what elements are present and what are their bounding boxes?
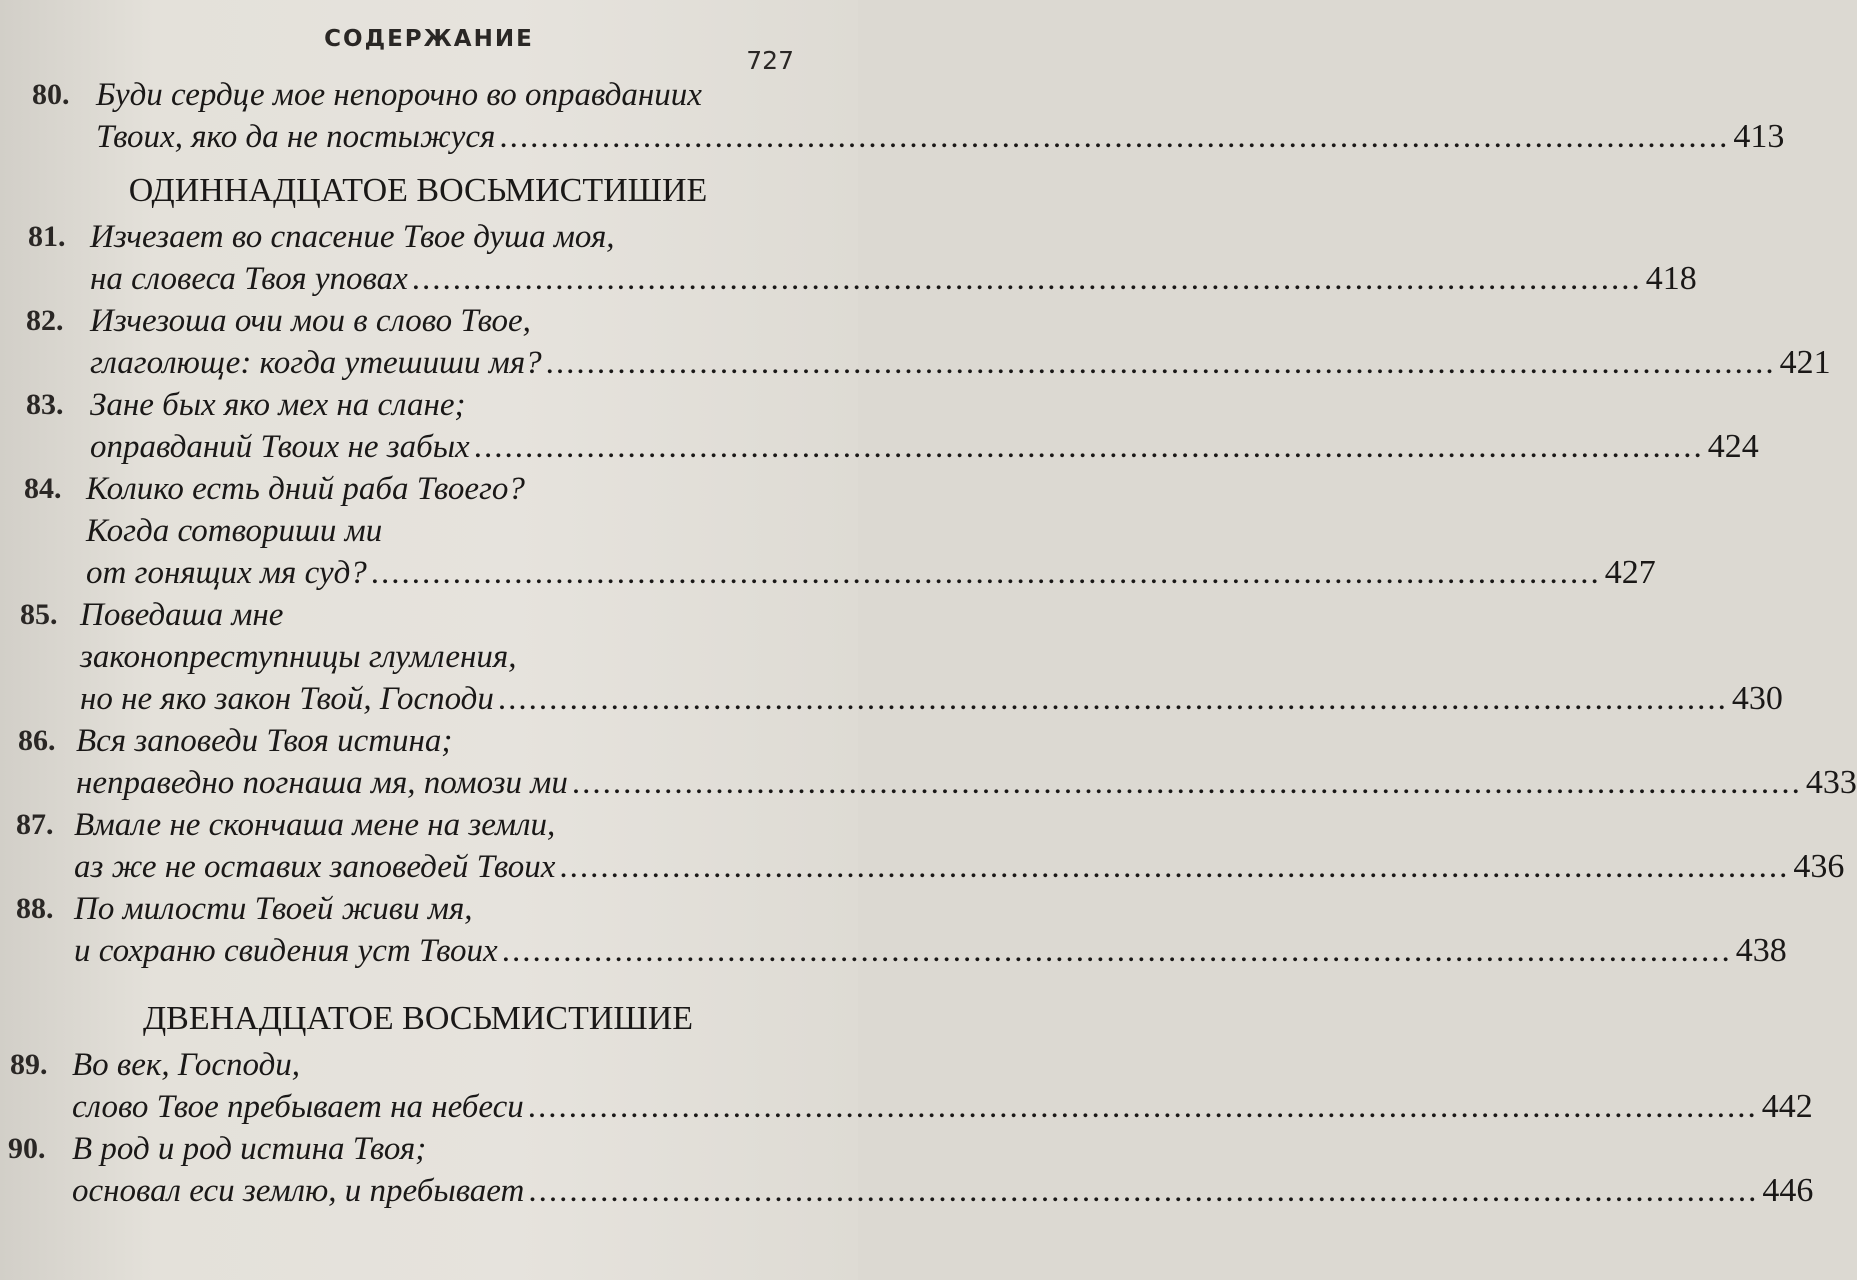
entry-line [74, 846, 1845, 888]
entry-line [72, 1044, 774, 1086]
entry-line [74, 930, 1787, 972]
dot-leader: ........................................................................................................................ [497, 681, 1728, 717]
entry-text: Буди сердце мое непорочно во оправданиих [96, 77, 702, 113]
entry-line [72, 1170, 1814, 1212]
entry-line [74, 888, 782, 930]
entry-text: В род и род истина Твоя; [72, 1131, 427, 1167]
dot-leader: ........................................................................................................................ [473, 429, 1704, 465]
entry-text: аз же не оставих заповедей Твоих [74, 849, 556, 885]
entry-text: Во век, Господи, [72, 1047, 301, 1083]
entry-text: глаголюще: когда утешиши мя? [90, 345, 542, 381]
entry-page-number: 438 [1735, 932, 1787, 969]
toc-entry [10, 1044, 1813, 1128]
entry-text: но не яко закон Твой, Господи [80, 681, 494, 717]
entry-text: на словеса Твоя уповах [90, 261, 408, 297]
entry-line [72, 1128, 774, 1170]
entry-page-number: 413 [1733, 118, 1785, 155]
entry-line [90, 258, 1697, 300]
dot-leader: ........................................................................................................................ [370, 555, 1601, 591]
dot-leader: ........................................................................................................................ [545, 345, 1776, 381]
toc-entry [18, 300, 1831, 384]
toc-entry [18, 384, 1759, 468]
toc-entry [16, 804, 1845, 888]
toc-entry [18, 594, 1783, 720]
entry-page-number: 430 [1731, 680, 1783, 717]
entry-number: 80. [32, 78, 70, 111]
entry-text: Колико есть дний раба Твоего? [86, 471, 525, 507]
entry-number: 85. [20, 598, 58, 631]
entry-text: оправданий Твоих не забых [90, 429, 470, 465]
toc-entry [8, 1128, 1814, 1212]
entry-number: 87. [16, 808, 54, 841]
entry-number: 88. [16, 892, 54, 925]
toc-entry [18, 74, 1785, 158]
toc-entry [18, 720, 1857, 804]
entry-text: Изчезает во спасение Твое душа моя, [90, 219, 615, 255]
entry-text: основал еси землю, и пребывает [72, 1173, 525, 1209]
entry-line [76, 720, 782, 762]
running-head: СОДЕРЖАНИЕ [324, 26, 534, 52]
entry-page-number: 436 [1793, 848, 1845, 885]
entry-number: 83. [26, 388, 64, 421]
entry-text: Зане бых яко мех на слане; [90, 387, 466, 423]
entry-line [80, 636, 784, 678]
table-of-contents [8, 74, 1857, 1212]
entry-number: 90. [8, 1132, 46, 1165]
entry-line [90, 216, 780, 258]
entry-page-number: 427 [1604, 554, 1656, 591]
dot-leader: ........................................................................................................................ [527, 1089, 1758, 1125]
entry-line [90, 384, 782, 426]
entry-page-number: 424 [1707, 428, 1759, 465]
entry-line [86, 468, 788, 510]
dot-leader: ........................................................................................................................ [571, 765, 1802, 801]
entry-text: Поведаша мне [80, 597, 284, 633]
dot-leader: ........................................................................................................................ [411, 261, 1642, 297]
entry-text: Изчезоша очи мои в слово Твое, [90, 303, 531, 339]
section-title: ДВЕНАДЦАТОЕ ВОСЬМИСТИШИЕ [142, 1000, 694, 1037]
toc-entry [18, 216, 1697, 300]
entry-line [74, 804, 778, 846]
entry-page-number: 421 [1779, 344, 1831, 381]
entry-page-number: 418 [1645, 260, 1697, 297]
entry-text: Когда сотвориши ми [86, 513, 383, 549]
entry-text: По милости Твоей живи мя, [74, 891, 473, 927]
entry-text: Вся заповеди Твоя истина; [76, 723, 453, 759]
entry-line [90, 426, 1759, 468]
entry-text: неправедно погнаша мя, помози ми [76, 765, 568, 801]
entry-number: 86. [18, 724, 56, 757]
entry-text: и сохраню свидения уст Твоих [74, 933, 498, 969]
entry-line [80, 678, 1783, 720]
toc-entry [18, 468, 1656, 594]
entry-page-number: 446 [1762, 1172, 1814, 1209]
entry-number: 82. [26, 304, 64, 337]
entry-line [90, 342, 1831, 384]
entry-text: законопреступницы глумления, [80, 639, 517, 675]
dot-leader: ........................................................................................................................ [499, 119, 1730, 155]
entry-text: от гонящих мя суд? [86, 555, 367, 591]
entry-line [96, 116, 1785, 158]
entry-line [90, 300, 780, 342]
entry-line [80, 594, 784, 636]
entry-text: Твоих, яко да не постыжуся [96, 119, 496, 155]
dot-leader: ........................................................................................................................ [501, 933, 1732, 969]
entry-text: слово Твое пребывает на небеси [72, 1089, 524, 1125]
entry-line [86, 510, 788, 552]
entry-page-number: 442 [1761, 1088, 1813, 1125]
page-number: 727 [746, 46, 794, 75]
entry-line [86, 552, 1656, 594]
entry-page-number: 433 [1805, 764, 1857, 801]
entry-number: 89. [10, 1048, 48, 1081]
dot-leader: ........................................................................................................................ [528, 1173, 1759, 1209]
section-title: ОДИННАДЦАТОЕ ВОСЬМИСТИШИЕ [128, 172, 708, 209]
dot-leader: ........................................................................................................................ [559, 849, 1790, 885]
entry-line [76, 762, 1857, 804]
entry-line [72, 1086, 1813, 1128]
entry-text: Вмале не скончаша мене на земли, [74, 807, 556, 843]
toc-entry [16, 888, 1787, 972]
entry-number: 84. [24, 472, 62, 505]
entry-line [96, 74, 792, 116]
entry-number: 81. [28, 220, 66, 253]
